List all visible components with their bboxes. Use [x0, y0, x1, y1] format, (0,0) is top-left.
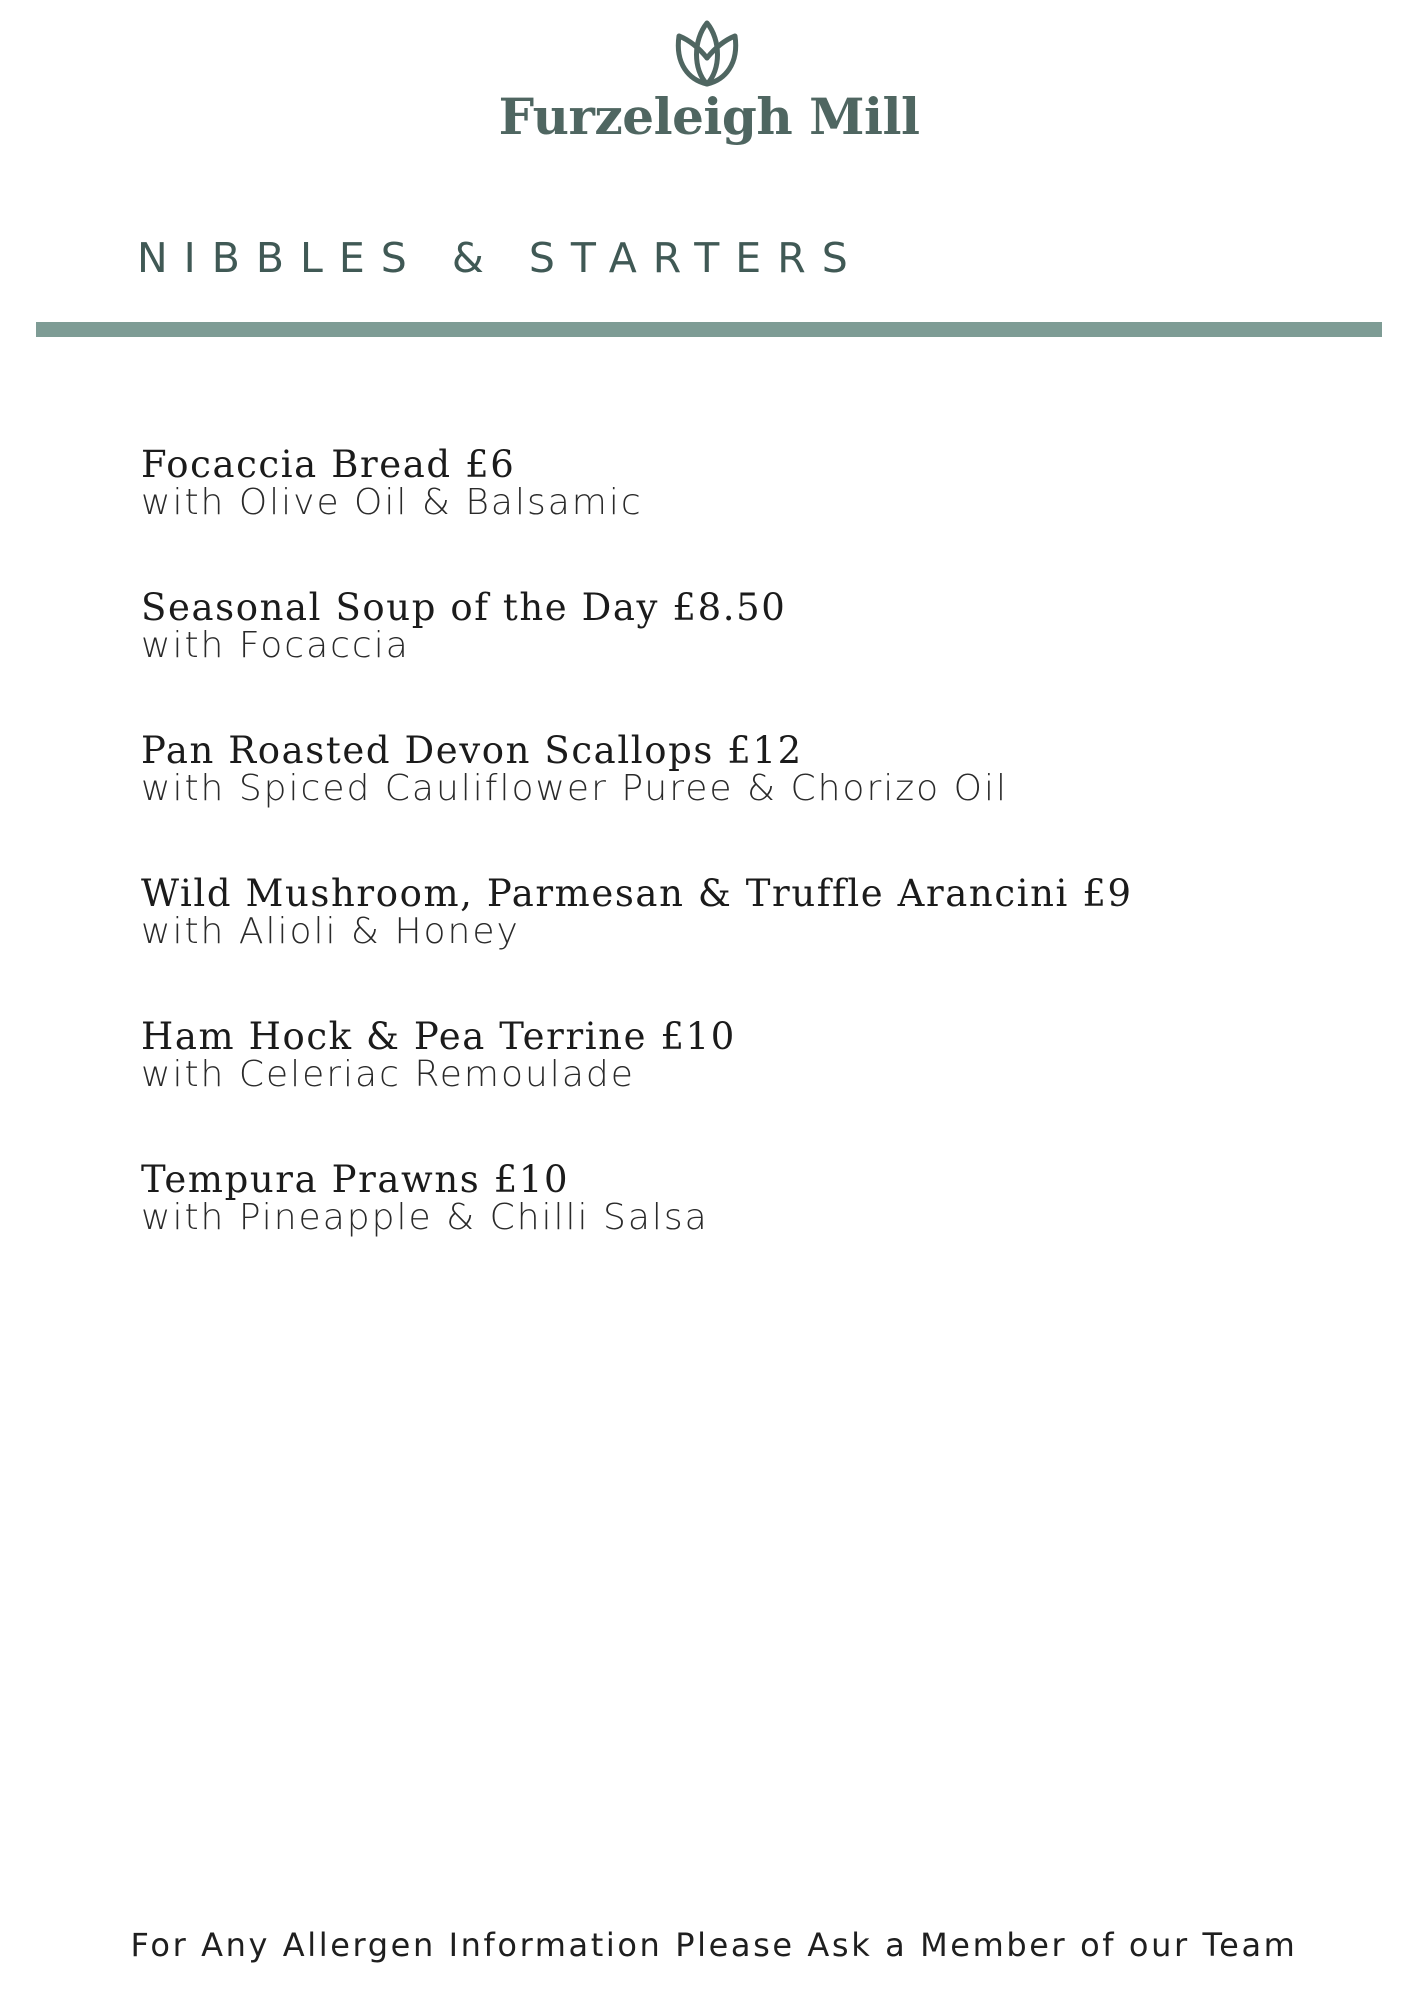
- menu-item-description: with Spiced Cauliflower Puree & Chorizo Oil: [141, 768, 1008, 809]
- section-title: NIBBLES & STARTERS: [137, 234, 864, 282]
- brand-logo: [0, 18, 1414, 146]
- menu-item: [141, 872, 1341, 1018]
- menu-item-description: with Pineapple & Chilli Salsa: [141, 1197, 709, 1238]
- section-divider: [36, 322, 1382, 337]
- menu-item-name: Tempura Prawns £10: [141, 1158, 570, 1201]
- menu-item-description: with Alioli & Honey: [141, 911, 520, 952]
- menu-item: [141, 1158, 1341, 1304]
- menu-item-name: Ham Hock & Pea Terrine £10: [141, 1015, 736, 1058]
- menu-item-name: Focaccia Bread £6: [141, 443, 516, 486]
- menu-item-name: Pan Roasted Devon Scallops £12: [141, 729, 803, 772]
- menu-item-description: with Olive Oil & Balsamic: [141, 482, 643, 523]
- lotus-flower-icon: [669, 18, 745, 88]
- menu-item: [141, 1015, 1341, 1161]
- menu-item-description: with Celeriac Remoulade: [141, 1054, 635, 1095]
- menu-item: [141, 729, 1341, 875]
- menu-list: [141, 443, 1341, 1304]
- menu-item-description: with Focaccia: [141, 625, 410, 666]
- menu-item: [141, 443, 1341, 589]
- menu-item-name: Wild Mushroom, Parmesan & Truffle Arancini £9: [141, 872, 1133, 915]
- allergen-note: For Any Allergen Information Please Ask a Member of our Team: [130, 1926, 1298, 1964]
- brand-name: Furzeleigh Mill: [498, 87, 920, 146]
- menu-item: [141, 586, 1341, 732]
- menu-item-name: Seasonal Soup of the Day £8.50: [141, 586, 787, 629]
